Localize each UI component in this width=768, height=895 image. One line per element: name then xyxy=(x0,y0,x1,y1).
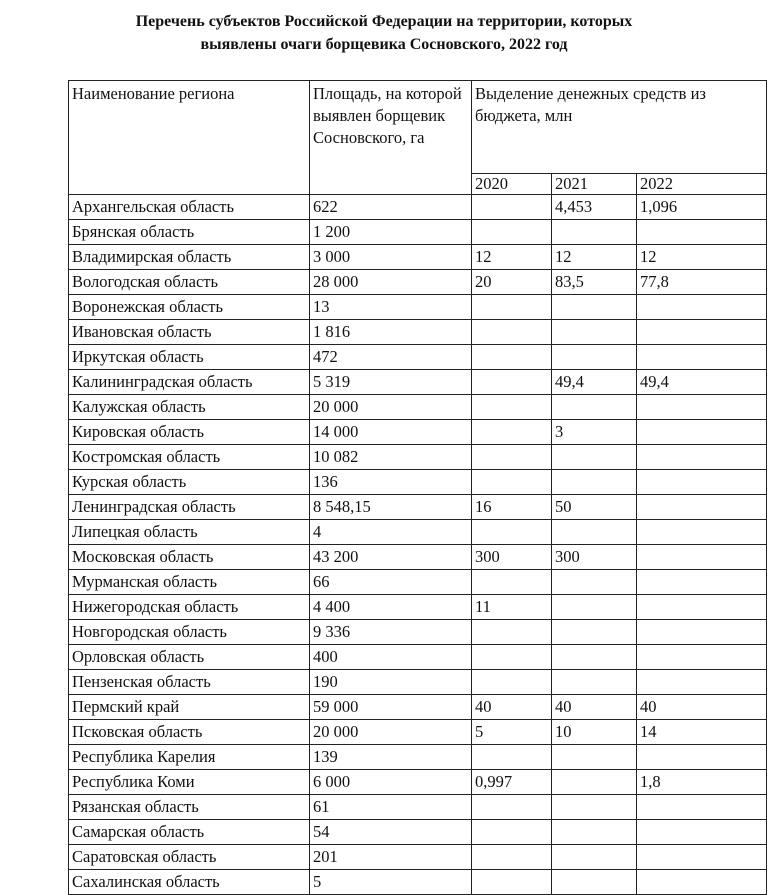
cell-area: 136 xyxy=(310,470,472,495)
cell-y2021 xyxy=(552,220,637,245)
cell-y2021 xyxy=(552,345,637,370)
cell-area: 59 000 xyxy=(310,695,472,720)
cell-y2020: 20 xyxy=(472,270,552,295)
table-row xyxy=(69,270,767,295)
cell-y2020 xyxy=(472,345,552,370)
cell-y2022 xyxy=(637,220,767,245)
cell-y2022 xyxy=(637,445,767,470)
cell-area: 5 xyxy=(310,870,472,895)
cell-y2022 xyxy=(637,470,767,495)
cell-region: Костромская область xyxy=(69,445,310,470)
cell-y2021 xyxy=(552,745,637,770)
cell-area: 20 000 xyxy=(310,395,472,420)
cell-y2020 xyxy=(472,445,552,470)
cell-y2021: 49,4 xyxy=(552,370,637,395)
cell-y2021 xyxy=(552,870,637,895)
cell-area: 6 000 xyxy=(310,770,472,795)
cell-y2022 xyxy=(637,820,767,845)
table-row xyxy=(69,570,767,595)
cell-region: Кировская область xyxy=(69,420,310,445)
table-row xyxy=(69,795,767,820)
cell-y2022 xyxy=(637,870,767,895)
table-row xyxy=(69,820,767,845)
cell-area: 190 xyxy=(310,670,472,695)
cell-y2022 xyxy=(637,795,767,820)
cell-region: Орловская область xyxy=(69,645,310,670)
table-row xyxy=(69,645,767,670)
table-row xyxy=(69,395,767,420)
cell-y2020: 16 xyxy=(472,495,552,520)
table-row xyxy=(69,845,767,870)
table-row xyxy=(69,520,767,545)
title-line-2: выявлены очаги борщевика Сосновского, 2022 год xyxy=(200,36,568,53)
cell-y2021 xyxy=(552,670,637,695)
cell-y2020: 5 xyxy=(472,720,552,745)
cell-y2021: 83,5 xyxy=(552,270,637,295)
cell-y2021 xyxy=(552,595,637,620)
regions-table xyxy=(68,80,767,895)
cell-region: Воронежская область xyxy=(69,295,310,320)
cell-y2022: 14 xyxy=(637,720,767,745)
cell-y2021 xyxy=(552,845,637,870)
table-row xyxy=(69,295,767,320)
cell-region: Республика Коми xyxy=(69,770,310,795)
cell-y2020 xyxy=(472,845,552,870)
cell-area: 66 xyxy=(310,570,472,595)
cell-region: Самарская область xyxy=(69,820,310,845)
cell-region: Пермский край xyxy=(69,695,310,720)
cell-area: 3 000 xyxy=(310,245,472,270)
cell-y2021: 12 xyxy=(552,245,637,270)
cell-y2020 xyxy=(472,570,552,595)
cell-y2022 xyxy=(637,345,767,370)
cell-area: 9 336 xyxy=(310,620,472,645)
cell-y2020: 300 xyxy=(472,545,552,570)
cell-y2021 xyxy=(552,820,637,845)
cell-y2021: 10 xyxy=(552,720,637,745)
table-row xyxy=(69,220,767,245)
cell-y2020 xyxy=(472,645,552,670)
cell-y2020 xyxy=(472,195,552,220)
cell-region: Псковская область xyxy=(69,720,310,745)
cell-y2021 xyxy=(552,645,637,670)
cell-region: Ивановская область xyxy=(69,320,310,345)
cell-area: 14 000 xyxy=(310,420,472,445)
table-row xyxy=(69,320,767,345)
cell-area: 8 548,15 xyxy=(310,495,472,520)
cell-y2021: 40 xyxy=(552,695,637,720)
cell-y2022: 12 xyxy=(637,245,767,270)
cell-area: 43 200 xyxy=(310,545,472,570)
cell-area: 1 816 xyxy=(310,320,472,345)
cell-y2022 xyxy=(637,595,767,620)
cell-y2022 xyxy=(637,295,767,320)
cell-y2022 xyxy=(637,645,767,670)
cell-area: 5 319 xyxy=(310,370,472,395)
cell-y2022 xyxy=(637,495,767,520)
cell-area: 4 xyxy=(310,520,472,545)
cell-region: Новгородская область xyxy=(69,620,310,645)
cell-area: 139 xyxy=(310,745,472,770)
cell-y2022 xyxy=(637,745,767,770)
table-row xyxy=(69,345,767,370)
cell-y2022 xyxy=(637,570,767,595)
cell-region: Ленинградская область xyxy=(69,495,310,520)
cell-area: 400 xyxy=(310,645,472,670)
cell-y2020 xyxy=(472,420,552,445)
cell-region: Нижегородская область xyxy=(69,595,310,620)
cell-y2022: 49,4 xyxy=(637,370,767,395)
table-row xyxy=(69,670,767,695)
cell-y2021 xyxy=(552,395,637,420)
cell-y2020 xyxy=(472,870,552,895)
cell-y2020 xyxy=(472,320,552,345)
header-funding: Выделение денежных средств из бюджета, млн xyxy=(472,81,767,174)
cell-area: 4 400 xyxy=(310,595,472,620)
cell-region: Иркутская область xyxy=(69,345,310,370)
cell-area: 54 xyxy=(310,820,472,845)
cell-area: 13 xyxy=(310,295,472,320)
cell-y2022 xyxy=(637,670,767,695)
cell-area: 622 xyxy=(310,195,472,220)
cell-y2021 xyxy=(552,470,637,495)
cell-y2020 xyxy=(472,470,552,495)
table-row xyxy=(69,870,767,895)
cell-y2020: 11 xyxy=(472,595,552,620)
cell-region: Брянская область xyxy=(69,220,310,245)
cell-y2020: 12 xyxy=(472,245,552,270)
cell-region: Архангельская область xyxy=(69,195,310,220)
table-row xyxy=(69,370,767,395)
table-row xyxy=(69,720,767,745)
cell-area: 28 000 xyxy=(310,270,472,295)
cell-y2022: 1,096 xyxy=(637,195,767,220)
cell-area: 61 xyxy=(310,795,472,820)
cell-y2022 xyxy=(637,320,767,345)
table-row xyxy=(69,770,767,795)
cell-area: 472 xyxy=(310,345,472,370)
cell-y2020 xyxy=(472,820,552,845)
cell-region: Московская область xyxy=(69,545,310,570)
cell-y2021 xyxy=(552,795,637,820)
cell-area: 20 000 xyxy=(310,720,472,745)
cell-y2020 xyxy=(472,520,552,545)
cell-y2021 xyxy=(552,320,637,345)
cell-y2021 xyxy=(552,520,637,545)
table-row xyxy=(69,420,767,445)
cell-y2021 xyxy=(552,620,637,645)
cell-region: Владимирская область xyxy=(69,245,310,270)
header-year-2022: 2022 xyxy=(637,174,767,195)
cell-y2020 xyxy=(472,370,552,395)
cell-region: Курская область xyxy=(69,470,310,495)
cell-region: Рязанская область xyxy=(69,795,310,820)
cell-region: Саратовская область xyxy=(69,845,310,870)
header-year-2021: 2021 xyxy=(552,174,637,195)
cell-region: Вологодская область xyxy=(69,270,310,295)
cell-y2022 xyxy=(637,620,767,645)
cell-y2022 xyxy=(637,845,767,870)
cell-area: 1 200 xyxy=(310,220,472,245)
header-row-1 xyxy=(69,81,767,174)
document-title xyxy=(0,10,768,56)
table-row xyxy=(69,470,767,495)
cell-area: 201 xyxy=(310,845,472,870)
cell-y2021: 3 xyxy=(552,420,637,445)
cell-y2022: 1,8 xyxy=(637,770,767,795)
cell-y2021 xyxy=(552,570,637,595)
table-row xyxy=(69,545,767,570)
cell-y2020 xyxy=(472,620,552,645)
cell-y2020 xyxy=(472,395,552,420)
table-row xyxy=(69,195,767,220)
cell-y2020 xyxy=(472,745,552,770)
cell-y2022 xyxy=(637,420,767,445)
cell-y2022 xyxy=(637,520,767,545)
title-line-1: Перечень субъектов Российской Федерации на территории, которых xyxy=(135,13,633,30)
cell-y2022: 40 xyxy=(637,695,767,720)
header-region: Наименование региона xyxy=(69,81,310,195)
cell-y2020 xyxy=(472,670,552,695)
table-row xyxy=(69,445,767,470)
cell-y2021: 50 xyxy=(552,495,637,520)
cell-region: Калужская область xyxy=(69,395,310,420)
cell-y2020: 0,997 xyxy=(472,770,552,795)
table-row xyxy=(69,745,767,770)
table-row xyxy=(69,620,767,645)
cell-region: Мурманская область xyxy=(69,570,310,595)
table-row xyxy=(69,495,767,520)
header-area: Площадь, на которой выявлен борщевик Сосновского, га xyxy=(310,81,472,195)
cell-y2020: 40 xyxy=(472,695,552,720)
cell-y2022 xyxy=(637,545,767,570)
table-row xyxy=(69,595,767,620)
cell-y2020 xyxy=(472,220,552,245)
cell-y2021: 300 xyxy=(552,545,637,570)
cell-y2022: 77,8 xyxy=(637,270,767,295)
table-row xyxy=(69,695,767,720)
cell-region: Калининградская область xyxy=(69,370,310,395)
table-row xyxy=(69,245,767,270)
cell-region: Сахалинская область xyxy=(69,870,310,895)
cell-y2021 xyxy=(552,295,637,320)
cell-area: 10 082 xyxy=(310,445,472,470)
cell-y2021: 4,453 xyxy=(552,195,637,220)
cell-region: Республика Карелия xyxy=(69,745,310,770)
cell-region: Липецкая область xyxy=(69,520,310,545)
cell-y2021 xyxy=(552,770,637,795)
header-year-2020: 2020 xyxy=(472,174,552,195)
cell-region: Пензенская область xyxy=(69,670,310,695)
cell-y2020 xyxy=(472,795,552,820)
cell-y2020 xyxy=(472,295,552,320)
cell-y2022 xyxy=(637,395,767,420)
cell-y2021 xyxy=(552,445,637,470)
